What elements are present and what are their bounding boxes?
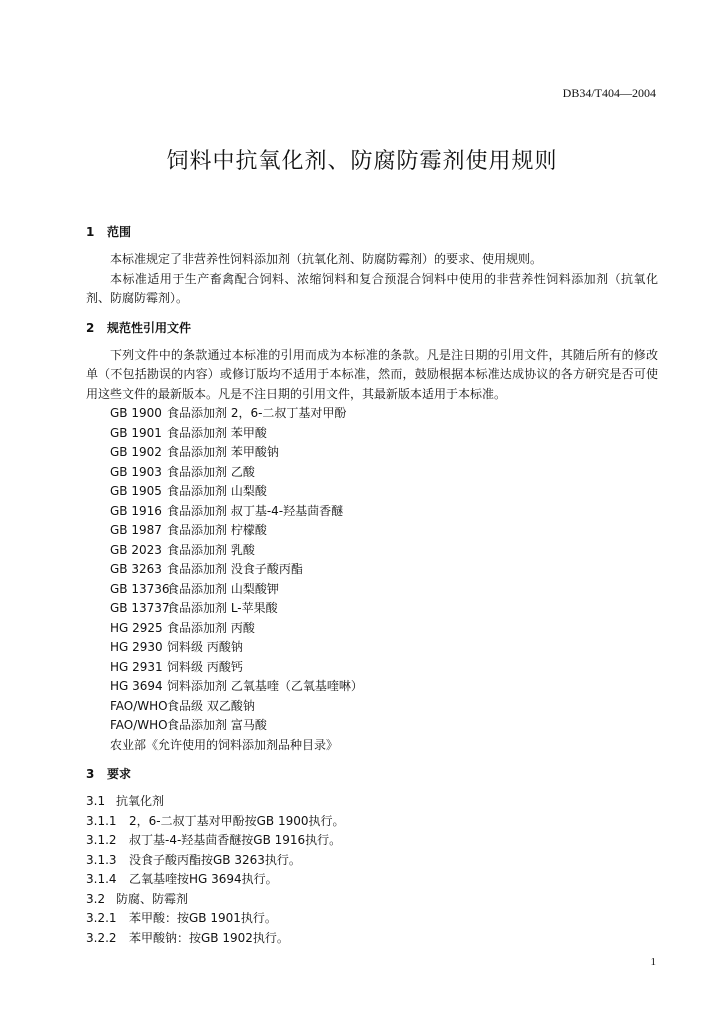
section-3-heading — [86, 764, 658, 784]
reference-item — [86, 443, 658, 463]
reference-name: 食品添加剂 苯甲酸 — [167, 425, 267, 440]
reference-name: 农业部《允许使用的饲料添加剂品种目录》 — [110, 737, 339, 752]
section-1-heading — [86, 222, 658, 242]
paragraph: 本标准适用于生产畜禽配合饲料、浓缩饲料和复合预混合饲料中使用的非营养性饲料添加剂（抗氧化剂、防腐防霉剂）。 — [86, 271, 658, 305]
reference-item — [86, 736, 658, 756]
paragraph: 本标准规定了非营养性饲料添加剂（抗氧化剂、防腐防霉剂）的要求、使用规则。 — [110, 252, 543, 266]
reference-item — [86, 638, 658, 658]
reference-name: 食品级 双乙酸钠 — [167, 698, 255, 713]
clause-text: 乙氧基喹按HG 3694执行。 — [129, 872, 278, 886]
reference-name: 饲料级 丙酸钙 — [167, 659, 243, 674]
reference-name: 食品添加剂 山梨酸钾 — [167, 581, 279, 596]
reference-item — [86, 599, 658, 619]
section-title: 规范性引用文件 — [107, 320, 192, 335]
section-number: 2 — [86, 320, 95, 335]
paragraph: 下列文件中的条款通过本标准的引用而成为本标准的条款。凡是注日期的引用文件，其随后所有的修改单（不包括勘误的内容）或修订版均不适用于本标准，然而，鼓励根据本标准达成协议的各方研究是否可使用这些文件的最新版本。凡是不注日期的引用文件，其最新版本适用于本标准。 — [86, 347, 658, 401]
reference-name: 食品添加剂 丙酸 — [167, 620, 255, 635]
reference-name: 饲料级 丙酸钠 — [167, 640, 243, 654]
reference-item — [86, 482, 658, 502]
clause-number: 3.1.2 — [86, 833, 117, 847]
document-body — [86, 222, 658, 948]
reference-code: GB 13736 — [110, 581, 170, 596]
reference-item — [86, 521, 658, 541]
reference-item — [86, 677, 658, 697]
clause-number: 3.1.4 — [86, 872, 117, 886]
clause-text: 抗氧化剂 — [116, 794, 165, 808]
clause — [86, 929, 658, 949]
clause — [86, 909, 658, 929]
section-title: 要求 — [107, 767, 132, 781]
section-number: 3 — [86, 767, 95, 781]
reference-code: GB 2023 — [110, 542, 162, 557]
reference-name: 食品添加剂 柠檬酸 — [167, 523, 267, 537]
clause — [86, 851, 658, 871]
section-2-heading — [86, 318, 658, 338]
reference-name: 食品添加剂 乙酸 — [167, 464, 255, 479]
reference-code: GB 1905 — [110, 484, 162, 498]
page-number: 1 — [650, 956, 656, 968]
reference-name: 食品添加剂 乳酸 — [167, 542, 255, 557]
reference-item — [86, 424, 658, 444]
reference-item — [86, 658, 658, 678]
clause-text: 没食子酸丙酯按GB 3263执行。 — [129, 852, 301, 867]
clause — [86, 792, 658, 812]
reference-item — [86, 502, 658, 522]
reference-name: 食品添加剂 没食子酸丙酯 — [167, 562, 303, 576]
reference-name: 食品添加剂 L-苹果酸 — [167, 601, 278, 615]
clause — [86, 812, 658, 832]
reference-item — [86, 541, 658, 561]
reference-code: HG 2930 — [110, 640, 163, 654]
reference-name: 食品添加剂 苯甲酸钠 — [167, 445, 279, 459]
clause-text: 苯甲酸钠：按GB 1902执行。 — [129, 930, 289, 945]
clause — [86, 870, 658, 890]
reference-code: FAO/WHO — [110, 698, 168, 713]
clause-text: 2，6-二叔丁基对甲酚按GB 1900执行。 — [129, 813, 345, 828]
clause-text: 防腐、防霉剂 — [116, 891, 189, 906]
document-title: 饲料中抗氧化剂、防腐防霉剂使用规则 — [166, 149, 558, 174]
reference-name: 食品添加剂 叔丁基-4-羟基茴香醚 — [167, 503, 344, 518]
reference-code: HG 3694 — [110, 679, 163, 693]
reference-code: HG 2925 — [110, 620, 163, 635]
reference-name: 食品添加剂 2，6-二叔丁基对甲酚 — [167, 406, 347, 420]
clause-text: 苯甲酸：按GB 1901执行。 — [129, 911, 277, 925]
reference-item — [86, 716, 658, 736]
reference-code: GB 1987 — [110, 523, 162, 537]
standard-code: DB34/T404—2004 — [562, 86, 656, 100]
reference-code: GB 1900 — [110, 406, 162, 420]
reference-item — [86, 697, 658, 717]
reference-code: GB 1916 — [110, 503, 162, 518]
clause-number: 3.2 — [86, 891, 106, 906]
clause-text: 叔丁基-4-羟基茴香醚按GB 1916执行。 — [129, 833, 342, 847]
reference-name: 食品添加剂 富马酸 — [167, 718, 267, 732]
reference-code: FAO/WHO — [110, 718, 168, 732]
clause — [86, 890, 658, 910]
clause-number: 3.1 — [86, 794, 106, 808]
reference-item — [86, 560, 658, 580]
reference-name: 饲料添加剂 乙氧基喹（乙氧基喹啉） — [167, 679, 363, 693]
section-number: 1 — [86, 225, 95, 239]
section-title: 范围 — [107, 225, 132, 239]
clause-number: 3.2.1 — [86, 911, 117, 925]
clause-number: 3.1.3 — [86, 852, 117, 867]
clause — [86, 831, 658, 851]
requirement-list — [86, 792, 658, 948]
reference-code: GB 13737 — [110, 601, 170, 615]
clause-number: 3.1.1 — [86, 813, 117, 828]
reference-item — [86, 580, 658, 600]
reference-item — [86, 463, 658, 483]
reference-code: GB 3263 — [110, 562, 162, 576]
reference-item — [86, 404, 658, 424]
reference-code: HG 2931 — [110, 659, 163, 674]
reference-name: 食品添加剂 山梨酸 — [167, 484, 267, 498]
reference-code: GB 1901 — [110, 425, 162, 440]
reference-code: GB 1902 — [110, 445, 162, 459]
reference-code: GB 1903 — [110, 464, 162, 479]
reference-list — [86, 404, 658, 755]
clause-number: 3.2.2 — [86, 930, 117, 945]
reference-item — [86, 619, 658, 639]
